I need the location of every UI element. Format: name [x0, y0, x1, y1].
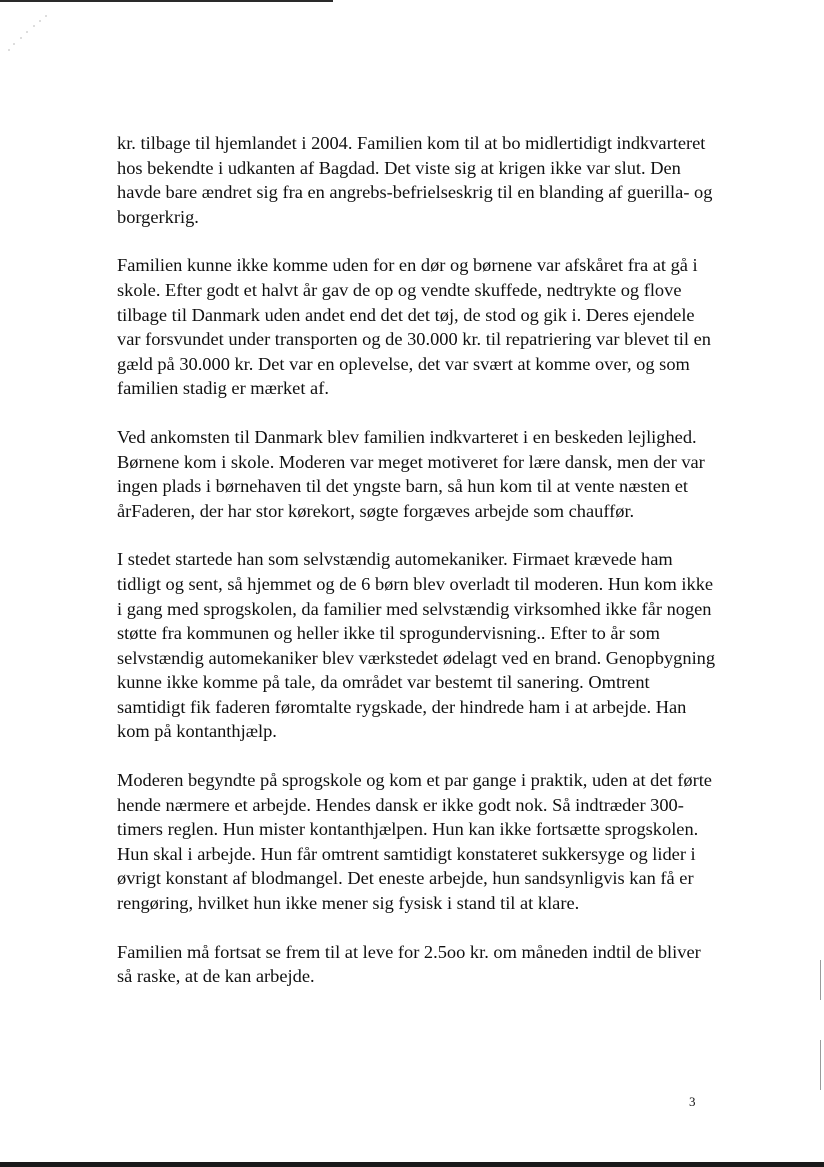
paragraph-return-to-iraq: kr. tilbage til hjemlandet i 2004. Familien kom til at bo midlertidigt indkvarteret hos bekendte i udkanten af Bagdad. Det viste sig at krigen ikke var slut. Den havde bare ændret sig fra en angrebs-befrielseskrig til en blanding af guerilla- og borgerkrig.: [117, 133, 713, 227]
paragraph-arrival-in-denmark: Ved ankomsten til Danmark blev familien indkvarteret i en beskeden lejlighed. Børnene kom i skole. Moderen var meget motiveret for lære dansk, men der var ingen plads i børnehaven til det yngste barn, så hun kom til at vente næsten et årFaderen, der har stor kørekort, søgte forgæves arbejde som chauffør.: [117, 426, 705, 521]
scan-right-edge-mark: [820, 1040, 821, 1090]
paragraph-mother-language-school: Moderen begyndte på sprogskole og kom et par gange i praktik, uden at det førte hende nærmere et arbejde. Hendes dansk er ikke godt nok. Så indtræder 300-timers reglen. Hun mister kontanthjælpen. Hun kan ikke fortsætte sprogskolen. Hun skal i arbejde. Hun får omtrent samtidigt konstateret sukkersyge og lider i øvrigt konstant af blodmangel. Det eneste arbejde, hun sandsynligvis kan få er rengøring, hvilket hun ikke mener sig fysisk i stand til at klare.: [117, 770, 712, 914]
page-number: 3: [689, 1094, 696, 1109]
scan-bottom-edge-band: [0, 1162, 824, 1167]
paragraph-family-outlook: Familien må fortsat se frem til at leve for 2.5oo kr. om måneden indtil de bliver så raske, at de kan arbejde.: [117, 941, 701, 987]
paragraph-return-to-denmark: Familien kunne ikke komme uden for en dør og børnene var afskåret fra at gå i skole. Efter godt et halvt år gav de op og vendte skuffede, nedtrykte og flove tilbage til Danmark uden andet end det det tøj, de stod og gik i. Deres ejendele var forsvundet under transporten og de 30.000 kr. til repatriering var blevet til en gæld på 30.000 kr. Det var en oplevelse, det var svært at komme over, og som familien stadig er mærket af.: [117, 255, 711, 399]
scan-top-edge-line: [0, 0, 333, 2]
paragraph-self-employment: I stedet startede han som selvstændig automekaniker. Firmaet krævede ham tidligt og sent, så hjemmet og de 6 børn blev overladt til moderen. Hun kom ikke i gang med sprogskolen, da familier med selvstændig virksomhed ikke får nogen støtte fra kommunen og heller ikke til sprogundervisning.. Efter to år som selvstændig automekaniker blev værkstedet ødelagt ved en brand. Genopbygning kunne ikke komme på tale, da området var bestemt til sanering. Omtrent samtidigt fik faderen føromtalte rygskade, der hindrede ham i at arbejde. Han kom på kontanthjælp.: [117, 549, 716, 742]
document-page-body: [117, 131, 717, 1013]
scan-right-edge-mark: [820, 960, 821, 1000]
scan-corner-speck: [6, 12, 50, 56]
